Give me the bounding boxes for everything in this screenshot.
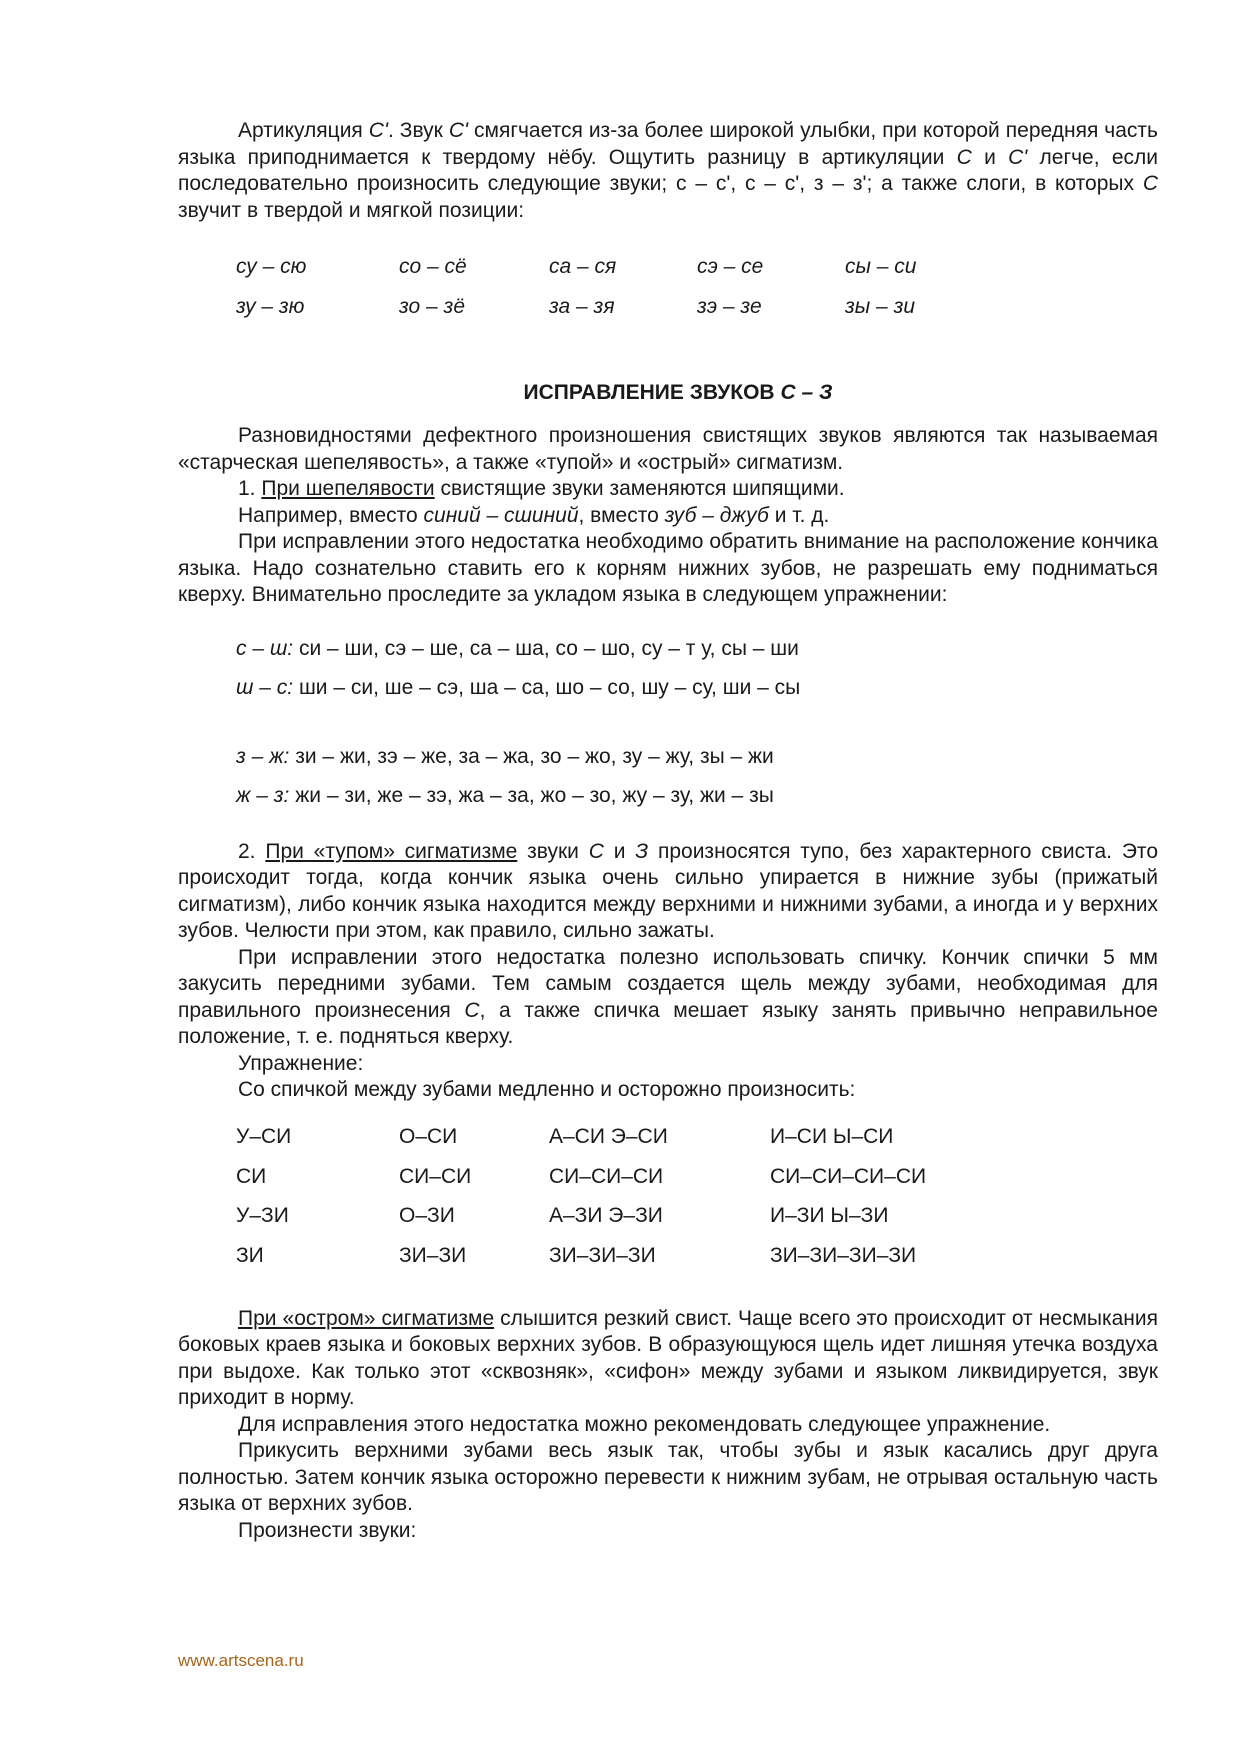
syllable-pairs-row: [236, 287, 1158, 327]
paragraph-blunt: [178, 839, 1158, 945]
syllable-row: [236, 1157, 1158, 1197]
text: Артикуляция: [238, 119, 369, 142]
drill-text: жи – зи, же – зэ, жа – за, жо – зо, жу – зу, жи – зы: [289, 783, 774, 807]
syllable-pair: са – ся: [549, 254, 617, 278]
text: При исправлении этого недостатка полезно использовать спичку. Кончик спички 5 мм закусить передними зубами. Тем самым создается щель между зубами, необходимая для правильного произнесения: [178, 945, 1158, 1022]
drill-label: с – ш:: [236, 636, 294, 660]
syllable-pair: су – сю: [236, 254, 307, 278]
syllable-cell: У–СИ: [236, 1125, 292, 1148]
syllable-cell: О–СИ: [399, 1125, 458, 1148]
syllable-pair: сэ – се: [697, 254, 764, 278]
text: 2.: [238, 839, 266, 863]
drill-block-s-sh: [236, 629, 1158, 707]
drill-line: [236, 776, 1158, 815]
text: звуки: [517, 839, 589, 863]
text: С: [956, 145, 972, 169]
paragraph-bite: Прикусить верхними зубами весь язык так, чтобы зубы и язык касались друг друга полностью. Затем кончик языка осторожно перевести к нижним зубам, не отрывая остальную часть языка от верхних зубов.: [178, 1439, 1158, 1515]
paragraph-articulation: [178, 118, 1158, 224]
text: произносятся тупо, без характерного свиста. Это происходит тогда, когда кончик языка очень сильно упирается в нижние зубы (прижатый сигматизм), либо кончик языка находится между верхними и нижними зубами, а иногда и у верхних зубов. Челюсти при этом, как правило, сильно зажаты.: [178, 839, 1158, 942]
footer-url: www.artscena.ru: [178, 1651, 304, 1670]
drill-line: [236, 737, 1158, 776]
syllable-cell: У–ЗИ: [236, 1204, 289, 1227]
syllable-pairs-table: [236, 247, 1158, 327]
syllable-cell: СИ–СИ–СИ: [549, 1164, 664, 1188]
paragraph-example: [178, 503, 1158, 530]
syllable-pairs-row: [236, 247, 1158, 287]
syllable-pair: зо – зё: [399, 294, 465, 318]
syllable-pair: со – сё: [399, 254, 467, 278]
drill-text: си – ши, сэ – ше, са – ша, со – шо, су – т у, сы – ши: [293, 636, 799, 660]
syllable-cell: СИ–СИ–СИ–СИ: [770, 1164, 927, 1188]
heading-text: ИСПРАВЛЕНИЕ ЗВУКОВ: [523, 381, 781, 404]
syllable-cell: ЗИ: [236, 1243, 264, 1267]
text: синий – сшиний: [423, 503, 579, 527]
syllable-pair: за – зя: [549, 294, 615, 318]
syllable-cell: А–ЗИ Э–ЗИ: [549, 1204, 663, 1227]
drill-label: з – ж:: [236, 744, 290, 768]
syllable-pair: зу – зю: [236, 294, 305, 318]
syllable-cell: СИ–СИ: [399, 1164, 472, 1188]
syllable-cell: СИ: [236, 1164, 267, 1188]
text: С: [464, 998, 480, 1022]
syllable-pair: зы – зи: [845, 294, 916, 318]
text: Например, вместо: [238, 503, 424, 527]
text: звучит в твердой и мягкой позиции:: [178, 198, 525, 222]
syllable-cell: ЗИ–ЗИ: [399, 1243, 467, 1267]
text: С': [1008, 145, 1028, 169]
paragraph-match: [178, 945, 1158, 1051]
paragraph-lisp: [178, 476, 1158, 503]
drill-text: ши – си, ше – сэ, ша – са, шо – со, шу – су, ши – сы: [293, 675, 801, 699]
text: С: [588, 839, 604, 863]
text: С': [368, 119, 388, 142]
syllable-grid: [236, 1118, 1158, 1276]
paragraph-types: Разновидностями дефектного произношения свистящих звуков являются так называемая «старческая шепелявость», а также «тупой» и «острый» сигматизм.: [178, 424, 1158, 474]
text: При «остром» сигматизме: [238, 1306, 495, 1330]
text: зуб – джуб: [664, 503, 769, 527]
syllable-cell: И–СИ Ы–СИ: [770, 1125, 894, 1148]
drill-label: ш – с:: [236, 675, 294, 699]
syllable-cell: ЗИ–ЗИ–ЗИ: [549, 1243, 656, 1267]
text: С': [448, 119, 469, 142]
paragraph-pronounce: Произнести звуки:: [238, 1518, 417, 1542]
drill-line: [236, 668, 1158, 707]
paragraph-recommend: Для исправления этого недостатка можно рекомендовать следующее упражнение.: [238, 1412, 1051, 1436]
text: С: [1142, 172, 1158, 195]
text: слышится резкий свист. Чаще всего это происходит от несмыкания боковых краев языка и боковых верхних зубов. В образующуюся щель идет лишняя утечка воздуха при выдохе. Как только этот «сквозняк», «сифон» между зубами и языком ликвидируется, звук приходит в норму.: [178, 1306, 1159, 1409]
paragraph-correction: При исправлении этого недостатка необходимо обратить внимание на расположение кончика языка. Надо сознательно ставить его к корням нижних зубов, не разрешать ему подниматься кверху. Внимательно проследите за укладом языка в следующем упражнении:: [178, 530, 1158, 606]
text: З: [635, 839, 649, 863]
syllable-pair: зэ – зе: [697, 294, 762, 318]
paragraph-sharp: [178, 1306, 1158, 1412]
drill-line: [236, 629, 1158, 668]
text: . Звук: [387, 119, 449, 142]
text: смягчается из-за более широкой улыбки, при которой передняя часть языка приподнимается к твердому нёбу. Ощутить разницу в артикуляции: [178, 119, 1158, 169]
section-heading: [178, 379, 1158, 407]
syllable-cell: А–СИ Э–СИ: [549, 1125, 668, 1148]
paragraph-exercise-label: Упражнение:: [238, 1051, 364, 1075]
text: При «тупом» сигматизме: [265, 839, 518, 863]
syllable-cell: И–ЗИ Ы–ЗИ: [770, 1204, 889, 1227]
syllable-cell: ЗИ–ЗИ–ЗИ–ЗИ: [770, 1243, 917, 1267]
page-body: [178, 118, 1158, 1544]
text: , вместо: [578, 503, 665, 527]
syllable-cell: О–ЗИ: [399, 1204, 455, 1227]
text: и: [603, 839, 636, 863]
heading-italic: С – З: [780, 381, 833, 404]
syllable-pair: сы – си: [845, 254, 917, 278]
drill-block-z-zh: [236, 737, 1158, 815]
text: 1.: [238, 477, 262, 500]
syllable-row: [236, 1118, 1158, 1158]
text: , а также спичка мешает языку занять привычно неправильное положение, т. е. подняться кверху.: [178, 998, 1158, 1048]
drill-text: зи – жи, зэ – же, за – жа, зо – жо, зу – жу, зы – жи: [289, 744, 774, 768]
text: и: [971, 145, 1009, 169]
text: При шепелявости: [261, 477, 435, 500]
syllable-row: [236, 1197, 1158, 1237]
syllable-row: [236, 1236, 1158, 1276]
paragraph-exercise-instruction: Со спичкой между зубами медленно и осторожно произносить:: [238, 1078, 856, 1101]
text: свистящие звуки заменяются шипящими.: [434, 477, 845, 500]
text: легче, если последовательно произносить следующие звуки; с – с', с – с', з – з'; а также слоги, в которых: [178, 145, 1158, 195]
drill-label: ж – з:: [236, 783, 290, 807]
text: и т. д.: [768, 503, 830, 527]
